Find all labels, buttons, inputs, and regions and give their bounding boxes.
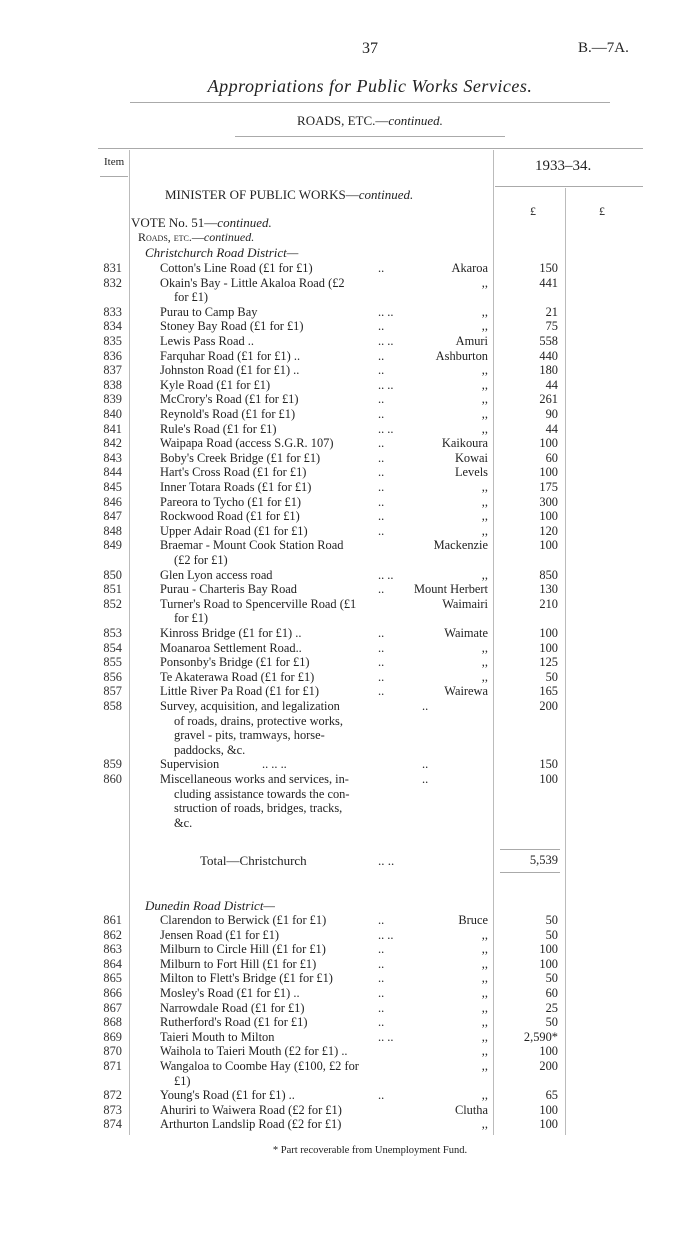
row-description: Okain's Bay - Little Akaloa Road (£2 bbox=[160, 275, 345, 290]
row-amount: 558 bbox=[539, 334, 558, 348]
item-number: 851 bbox=[103, 582, 122, 597]
leader-dots: .. bbox=[378, 640, 385, 655]
table-row bbox=[0, 451, 700, 466]
vote-heading: VOTE No. 51—continued. bbox=[131, 215, 272, 230]
row-amount: 125 bbox=[539, 655, 558, 670]
electorate: ,, bbox=[481, 523, 488, 538]
table-row bbox=[0, 538, 700, 553]
electorate: ,, bbox=[481, 956, 488, 971]
table-row bbox=[0, 349, 700, 364]
total-dots: .. .. bbox=[378, 853, 395, 868]
leader-dots: .. bbox=[378, 971, 385, 986]
item-number: 868 bbox=[103, 1015, 122, 1030]
row-amount: 300 bbox=[539, 494, 558, 509]
electorate: ,, bbox=[481, 1015, 488, 1030]
item-number: 835 bbox=[103, 334, 122, 348]
row-description: McCrory's Road (£1 for £1) bbox=[160, 392, 299, 407]
table-row bbox=[0, 509, 700, 524]
row-amount: 50 bbox=[545, 913, 558, 927]
row-amount: 2,590* bbox=[523, 1029, 558, 1044]
item-number: 853 bbox=[103, 626, 122, 640]
title-rule bbox=[130, 102, 610, 103]
leader-dots: .. bbox=[378, 494, 385, 509]
item-number: 837 bbox=[103, 363, 122, 378]
leader-dots: .. .. bbox=[378, 927, 394, 942]
table-row bbox=[0, 641, 700, 656]
total-label: Total—Christchurch bbox=[200, 853, 307, 868]
electorate: ,, bbox=[481, 567, 488, 582]
row-amount: 165 bbox=[539, 684, 558, 699]
electorate: ,, bbox=[481, 986, 488, 1000]
row-description-continuation: struction of roads, bridges, tracks, bbox=[174, 801, 343, 816]
item-number: 848 bbox=[103, 523, 122, 538]
row-description: Young's Road (£1 for £1) .. bbox=[160, 1088, 295, 1103]
electorate: ,, bbox=[481, 655, 488, 670]
electorate: Bruce bbox=[458, 913, 488, 927]
electorate: ,, bbox=[481, 942, 488, 957]
row-amount: 100 bbox=[539, 1102, 558, 1117]
table-row bbox=[0, 1117, 700, 1132]
page-subtitle: ROADS, ETC.—continued. bbox=[297, 113, 443, 128]
table-row-continuation bbox=[0, 611, 700, 626]
table-row bbox=[0, 1001, 700, 1016]
row-description: Narrowdale Road (£1 for £1) bbox=[160, 1000, 305, 1015]
item-number: 831 bbox=[103, 261, 122, 275]
leader-dots: .. bbox=[378, 956, 385, 971]
item-number: 855 bbox=[103, 655, 122, 670]
leader-dots: .. bbox=[378, 465, 385, 480]
christchurch-district-heading: Christchurch Road District— bbox=[145, 245, 299, 260]
row-amount: 441 bbox=[539, 275, 558, 290]
currency-symbol-2: £ bbox=[599, 204, 605, 218]
leader-dots: .. .. bbox=[378, 1029, 394, 1044]
electorate: Akaroa bbox=[451, 261, 488, 275]
table-row bbox=[0, 1030, 700, 1045]
row-description: Cotton's Line Road (£1 for £1) bbox=[160, 261, 313, 275]
row-amount: 180 bbox=[539, 363, 558, 378]
table-top-rule bbox=[98, 148, 643, 149]
electorate: ,, bbox=[481, 319, 488, 334]
row-description: Te Akaterawa Road (£1 for £1) bbox=[160, 669, 315, 684]
table-row bbox=[0, 986, 700, 1001]
leader-dots: .. .. bbox=[378, 421, 394, 436]
electorate: ,, bbox=[481, 377, 488, 392]
leader-dots: .. bbox=[378, 1000, 385, 1015]
item-number: 833 bbox=[103, 304, 122, 319]
row-description: Moanaroa Settlement Road.. bbox=[160, 640, 302, 655]
row-amount: 60 bbox=[545, 450, 558, 465]
item-number: 832 bbox=[103, 275, 122, 290]
table-row bbox=[0, 568, 700, 583]
row-amount: 200 bbox=[539, 699, 558, 713]
leader-dots: .. .. bbox=[378, 304, 394, 319]
electorate: Ashburton bbox=[435, 348, 488, 363]
item-number: 843 bbox=[103, 450, 122, 465]
row-description: Arthurton Landslip Road (£2 for £1) bbox=[160, 1117, 342, 1132]
leader-dots: .. bbox=[378, 684, 385, 699]
row-description: Waihola to Taieri Mouth (£2 for £1) .. bbox=[160, 1044, 348, 1059]
row-description: Survey, acquisition, and legalization bbox=[160, 699, 340, 713]
electorate: ,, bbox=[481, 971, 488, 986]
table-row bbox=[0, 319, 700, 334]
table-row bbox=[0, 524, 700, 539]
item-number: 874 bbox=[103, 1117, 122, 1132]
electorate: Clutha bbox=[454, 1102, 488, 1117]
table-row bbox=[0, 465, 700, 480]
row-amount: 60 bbox=[545, 986, 558, 1000]
minister-heading: MINISTER OF PUBLIC WORKS—continued. bbox=[165, 187, 414, 202]
row-description: Waipapa Road (access S.G.R. 107) bbox=[160, 436, 334, 451]
table-row-continuation bbox=[0, 787, 700, 802]
row-description: Miscellaneous works and services, in- bbox=[160, 772, 349, 786]
table-row bbox=[0, 582, 700, 597]
row-description: Rutherford's Road (£1 for £1) bbox=[160, 1015, 308, 1030]
leader-dots: .. .. bbox=[378, 567, 394, 582]
row-description: Boby's Creek Bridge (£1 for £1) bbox=[160, 450, 321, 465]
row-description: Farquhar Road (£1 for £1) .. bbox=[160, 348, 301, 363]
row-description: Milburn to Circle Hill (£1 for £1) bbox=[160, 942, 326, 957]
row-amount: 25 bbox=[545, 1000, 558, 1015]
row-description: Glen Lyon access road bbox=[160, 567, 273, 582]
table-row bbox=[0, 699, 700, 714]
table-row bbox=[0, 261, 700, 276]
electorate: ,, bbox=[481, 1029, 488, 1044]
table-row bbox=[0, 334, 700, 349]
table-row bbox=[0, 655, 700, 670]
row-description: Rule's Road (£1 for £1) bbox=[160, 421, 277, 436]
table-row bbox=[0, 1059, 700, 1074]
table-row bbox=[0, 971, 700, 986]
item-number: 867 bbox=[103, 1000, 122, 1015]
row-description: Clarendon to Berwick (£1 for £1) bbox=[160, 913, 327, 927]
table-row bbox=[0, 928, 700, 943]
electorate: Mount Herbert bbox=[414, 582, 488, 597]
leader-dots: .. bbox=[378, 348, 385, 363]
electorate: ,, bbox=[481, 1088, 488, 1103]
row-description-continuation: for £1) bbox=[174, 290, 209, 305]
table-row bbox=[0, 626, 700, 641]
electorate: Kaikoura bbox=[441, 436, 488, 451]
row-amount: 100 bbox=[539, 640, 558, 655]
item-number: 852 bbox=[103, 596, 122, 611]
year-column-header: 1933–34. bbox=[535, 158, 592, 174]
leader-dots: .. bbox=[378, 523, 385, 538]
row-description: Ponsonby's Bridge (£1 for £1) bbox=[160, 655, 310, 670]
table-row-continuation bbox=[0, 728, 700, 743]
table-row-continuation bbox=[0, 714, 700, 729]
table-row bbox=[0, 670, 700, 685]
item-column-header: Item bbox=[104, 156, 125, 168]
item-number: 872 bbox=[103, 1088, 122, 1103]
electorate: Amuri bbox=[455, 334, 488, 348]
total-rule-top bbox=[500, 849, 560, 850]
item-number: 838 bbox=[103, 377, 122, 392]
leader-dots: .. bbox=[378, 655, 385, 670]
row-description: Milburn to Fort Hill (£1 for £1) bbox=[160, 956, 317, 971]
row-description: Ahuriri to Waiwera Road (£2 for £1) bbox=[160, 1102, 342, 1117]
row-amount: 75 bbox=[545, 319, 558, 334]
row-amount: 100 bbox=[539, 772, 558, 786]
row-amount: 100 bbox=[539, 436, 558, 451]
row-description: Johnston Road (£1 for £1) .. bbox=[160, 363, 300, 378]
item-number: 857 bbox=[103, 684, 122, 699]
table-row-continuation bbox=[0, 816, 700, 831]
row-description-continuation: gravel - pits, tramways, horse- bbox=[174, 728, 325, 743]
item-number: 842 bbox=[103, 436, 122, 451]
row-amount: 100 bbox=[539, 1044, 558, 1059]
row-amount: 150 bbox=[539, 757, 558, 772]
row-amount: 100 bbox=[539, 626, 558, 640]
row-amount: 200 bbox=[539, 1059, 558, 1073]
row-description: Lewis Pass Road .. bbox=[160, 334, 254, 348]
electorate: ,, bbox=[481, 275, 488, 290]
row-amount: 100 bbox=[539, 956, 558, 971]
row-amount: 210 bbox=[539, 596, 558, 611]
table-row bbox=[0, 392, 700, 407]
row-amount: 120 bbox=[539, 523, 558, 538]
item-number: 858 bbox=[103, 699, 122, 713]
row-description: Purau - Charteris Bay Road bbox=[160, 582, 297, 597]
leader-dots: .. .. bbox=[378, 334, 394, 348]
leader-dots: .. bbox=[378, 509, 385, 524]
row-description: Reynold's Road (£1 for £1) bbox=[160, 407, 296, 421]
item-number: 846 bbox=[103, 494, 122, 509]
item-number: 840 bbox=[103, 407, 122, 421]
row-description: Inner Totara Roads (£1 for £1) bbox=[160, 480, 312, 494]
row-amount: 130 bbox=[539, 582, 558, 597]
table-row bbox=[0, 480, 700, 495]
row-description: Stoney Bay Road (£1 for £1) bbox=[160, 319, 304, 334]
item-number: 854 bbox=[103, 640, 122, 655]
row-amount: 90 bbox=[545, 407, 558, 421]
table-row bbox=[0, 436, 700, 451]
leader-dots: .. bbox=[378, 986, 385, 1000]
item-number: 866 bbox=[103, 986, 122, 1000]
table-row bbox=[0, 1044, 700, 1059]
leader-dots: .. bbox=[378, 1088, 385, 1103]
electorate: ,, bbox=[481, 392, 488, 407]
table-row-continuation bbox=[0, 743, 700, 758]
row-amount: 100 bbox=[539, 465, 558, 480]
electorate: ,, bbox=[481, 494, 488, 509]
page-number: 37 bbox=[362, 40, 378, 57]
table-row bbox=[0, 1103, 700, 1118]
leader-dots: .. bbox=[378, 582, 385, 597]
item-number: 834 bbox=[103, 319, 122, 334]
electorate: ,, bbox=[481, 407, 488, 421]
year-header-rule bbox=[495, 186, 643, 187]
electorate: Waimate bbox=[444, 626, 488, 640]
row-description: Wangaloa to Coombe Hay (£100, £2 for bbox=[160, 1059, 359, 1073]
leader-dots: .. bbox=[378, 450, 385, 465]
table-row bbox=[0, 757, 700, 772]
table-row bbox=[0, 597, 700, 612]
item-number: 847 bbox=[103, 509, 122, 524]
item-number: 850 bbox=[103, 567, 122, 582]
dunedin-district-heading: Dunedin Road District— bbox=[145, 898, 275, 913]
item-number: 839 bbox=[103, 392, 122, 407]
row-description: Mosley's Road (£1 for £1) .. bbox=[160, 986, 300, 1000]
row-amount: 44 bbox=[545, 421, 558, 436]
leader-dots: .. bbox=[378, 261, 385, 275]
row-amount: 150 bbox=[539, 261, 558, 275]
row-amount: 50 bbox=[545, 971, 558, 986]
table-row-continuation bbox=[0, 290, 700, 305]
row-amount: 100 bbox=[539, 942, 558, 957]
footnote: * Part recoverable from Unemployment Fund. bbox=[272, 1145, 468, 1156]
total-rule-bottom bbox=[500, 872, 560, 873]
row-amount: 50 bbox=[545, 669, 558, 684]
table-row bbox=[0, 772, 700, 787]
leader-dots: .. bbox=[422, 772, 429, 786]
electorate: Waimairi bbox=[442, 596, 488, 611]
row-description: Upper Adair Road (£1 for £1) bbox=[160, 523, 308, 538]
roads-heading: Roads, etc.—continued. bbox=[138, 230, 255, 244]
item-number: 856 bbox=[103, 669, 122, 684]
row-description: Supervision bbox=[160, 757, 220, 772]
item-number: 873 bbox=[103, 1102, 122, 1117]
table-row bbox=[0, 495, 700, 510]
leader-dots: .. bbox=[378, 480, 385, 494]
item-number: 861 bbox=[103, 913, 122, 927]
row-amount: 100 bbox=[539, 1117, 558, 1132]
page-title: Appropriations for Public Works Services. bbox=[207, 76, 533, 96]
table-row bbox=[0, 305, 700, 320]
document-reference: B.—7A. bbox=[578, 40, 629, 56]
total-amount: 5,539 bbox=[529, 853, 558, 867]
row-description-continuation: paddocks, &c. bbox=[174, 742, 246, 757]
item-number: 849 bbox=[103, 538, 122, 553]
item-number: 836 bbox=[103, 348, 122, 363]
leader-dots: .. bbox=[422, 699, 429, 713]
leader-dots: .. bbox=[378, 669, 385, 684]
electorate: ,, bbox=[481, 640, 488, 655]
item-number: 871 bbox=[103, 1059, 122, 1073]
item-number: 860 bbox=[103, 772, 122, 786]
electorate: Mackenzie bbox=[433, 538, 488, 553]
leader-dots: .. bbox=[378, 407, 385, 421]
row-description: Jensen Road (£1 for £1) bbox=[160, 927, 280, 942]
leader-dots: .. bbox=[378, 436, 385, 451]
item-number: 863 bbox=[103, 942, 122, 957]
table-row-continuation bbox=[0, 1074, 700, 1089]
item-number: 841 bbox=[103, 421, 122, 436]
table-row-continuation bbox=[0, 801, 700, 816]
table-row bbox=[0, 407, 700, 422]
row-description-continuation: (£2 for £1) bbox=[174, 553, 228, 567]
row-amount: 850 bbox=[539, 567, 558, 582]
row-amount: 44 bbox=[545, 377, 558, 392]
table-row bbox=[0, 1088, 700, 1103]
leader-dots: .. .. bbox=[378, 377, 394, 392]
row-description: Hart's Cross Road (£1 for £1) bbox=[160, 465, 307, 480]
leader-dots: .. bbox=[378, 1015, 385, 1030]
row-description-continuation: cluding assistance towards the con- bbox=[174, 786, 350, 801]
electorate: ,, bbox=[481, 1117, 488, 1132]
leader-dots: .. bbox=[422, 757, 429, 772]
electorate: ,, bbox=[481, 927, 488, 942]
leader-dots: .. bbox=[378, 942, 385, 957]
table-row bbox=[0, 363, 700, 378]
row-description-continuation: for £1) bbox=[174, 611, 209, 626]
row-amount: 100 bbox=[539, 538, 558, 553]
electorate: ,, bbox=[481, 669, 488, 684]
leader-dots: .. bbox=[378, 913, 385, 927]
electorate: ,, bbox=[481, 1059, 488, 1073]
row-description: Milton to Flett's Bridge (£1 for £1) bbox=[160, 971, 333, 986]
row-description: Kyle Road (£1 for £1) bbox=[160, 377, 271, 392]
row-description: Purau to Camp Bay bbox=[160, 304, 258, 319]
table-row bbox=[0, 422, 700, 437]
row-description: Kinross Bridge (£1 for £1) .. bbox=[160, 626, 302, 640]
row-amount: 261 bbox=[539, 392, 558, 407]
row-amount: 21 bbox=[545, 304, 558, 319]
row-description: Taieri Mouth to Milton bbox=[160, 1029, 275, 1044]
row-description: Pareora to Tycho (£1 for £1) bbox=[160, 494, 302, 509]
currency-symbol-1: £ bbox=[530, 204, 536, 218]
table-row bbox=[0, 957, 700, 972]
item-number: 864 bbox=[103, 956, 122, 971]
item-number: 844 bbox=[103, 465, 122, 480]
electorate: ,, bbox=[481, 421, 488, 436]
electorate: ,, bbox=[481, 480, 488, 494]
electorate: ,, bbox=[481, 509, 488, 524]
row-description-continuation: £1) bbox=[174, 1073, 191, 1088]
row-amount: 50 bbox=[545, 1015, 558, 1030]
item-number: 870 bbox=[103, 1044, 122, 1059]
row-description: Rockwood Road (£1 for £1) bbox=[160, 509, 300, 524]
electorate: ,, bbox=[481, 363, 488, 378]
row-description-continuation: of roads, drains, protective works, bbox=[174, 713, 343, 728]
row-amount: 175 bbox=[539, 480, 558, 494]
table-row bbox=[0, 276, 700, 291]
row-amount: 50 bbox=[545, 927, 558, 942]
item-number: 859 bbox=[103, 757, 122, 772]
row-description: Braemar - Mount Cook Station Road bbox=[160, 538, 344, 553]
leader-dots: .. bbox=[378, 319, 385, 334]
row-description: Turner's Road to Spencerville Road (£1 bbox=[160, 596, 357, 611]
electorate: Kowai bbox=[454, 450, 488, 465]
leader-dots: .. .. .. bbox=[262, 757, 287, 772]
table-row bbox=[0, 942, 700, 957]
row-amount: 65 bbox=[545, 1088, 558, 1103]
leader-dots: .. bbox=[378, 392, 385, 407]
leader-dots: .. bbox=[378, 626, 385, 640]
electorate: ,, bbox=[481, 1044, 488, 1059]
item-header-rule bbox=[100, 176, 128, 177]
item-number: 865 bbox=[103, 971, 122, 986]
item-number: 845 bbox=[103, 480, 122, 494]
electorate: ,, bbox=[481, 1000, 488, 1015]
row-amount: 100 bbox=[539, 509, 558, 524]
table-row bbox=[0, 1015, 700, 1030]
electorate: Levels bbox=[454, 465, 488, 480]
row-description-continuation: &c. bbox=[174, 815, 193, 830]
leader-dots: .. bbox=[378, 363, 385, 378]
row-description: Little River Pa Road (£1 for £1) bbox=[160, 684, 319, 699]
item-number: 869 bbox=[103, 1029, 122, 1044]
electorate: ,, bbox=[481, 304, 488, 319]
subtitle-rule bbox=[235, 136, 505, 137]
table-row bbox=[0, 378, 700, 393]
electorate: Wairewa bbox=[444, 684, 488, 699]
table-row bbox=[0, 684, 700, 699]
table-row bbox=[0, 913, 700, 928]
table-row-continuation bbox=[0, 553, 700, 568]
item-number: 862 bbox=[103, 927, 122, 942]
row-amount: 440 bbox=[539, 348, 558, 363]
